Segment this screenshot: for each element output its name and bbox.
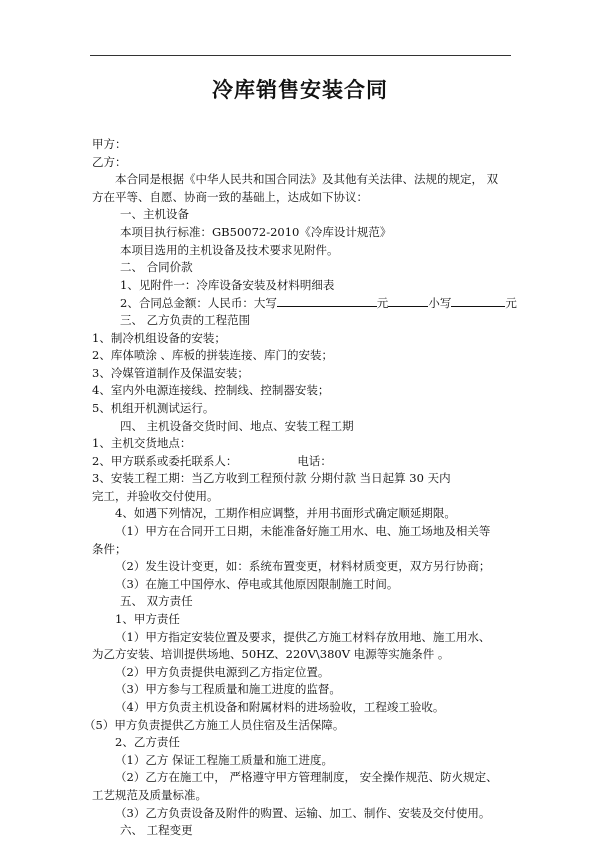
party-a-duty-1b: 为乙方安装、培训提供场地、50HZ、220V\380V 电源等实施条件 。 [92,647,450,662]
section-3-item-3: 3、冷媒管道制作及保温安装； [92,365,249,380]
section-2-heading: 二、 合同价款 [120,260,193,275]
section-4-item-1: 1、主机交货地点： [92,436,192,451]
section-3-item-2: 2、库体喷涂 、库板的拼装连接、库门的安装； [92,348,333,363]
party-a-duty-5: （5）甲方负责提供乙方施工人员住宿及生活保障。 [84,717,345,732]
section-2-item-2 [92,294,516,312]
section-3-item-4: 4、室内外电源连接线、控制线、控制器安装； [92,383,330,398]
header-rule [90,55,511,56]
party-b-duty-2b: 工艺规范及质量标准。 [92,787,207,802]
contract-body [84,136,517,840]
section-3-heading: 三、 乙方负责的工程范围 [120,312,251,327]
section-3-item-5: 5、机组开机测试运行。 [92,400,215,415]
section-1-heading: 一、主机设备 [120,207,189,222]
section-4-item-4: 4、如遇下列情况，工期作相应调整，并用书面形式确定顺延期限。 [115,506,456,521]
section-4-item-4-1a: （1）甲方在合同开工日期，未能准备好施工用水、电、施工场地及相关等 [115,524,491,539]
party-b-duty-2a: （2）乙方在施工中， 严格遵守甲方管理制度， 安全操作规范、防火规定、 [115,770,498,785]
section-3-item-1: 1、制冷机组设备的安装； [92,330,226,345]
section-6-heading: 六、 工程变更 [120,823,193,838]
contact-label: 2、甲方联系或委托联系人： [92,453,238,468]
section-4-item-3a: 3、安装工程工期：当乙方收到工程预付款 分期付款 当日起算 30 天内 [92,471,451,486]
page-title: 冷库销售安装合同 [212,78,388,102]
party-a-line: 甲方： [92,137,127,151]
amount-words-blank [277,294,377,307]
section-5-heading: 五、 双方责任 [120,594,193,609]
phone-label: 电话： [297,453,332,468]
intro-line-1: 本合同是根据《中华人民共和国合同法》及其他有关法律、法规的规定， 双 [115,172,499,187]
section-4-item-4-2: （2）发生设计变更，如：系统布置变更，材料材质变更，双方另行协商； [115,559,491,574]
amount-unit-2: 元 [505,296,517,311]
intro-line-2: 方在平等、自愿、协商一致的基础上，达成如下协议： [92,189,368,204]
party-b-duties-heading: 2、乙方责任 [115,735,180,750]
party-b-duty-1: （1）乙方 保证工程施工质量和施工进度。 [115,752,333,767]
party-a-duties-heading: 1、甲方责任 [115,612,180,627]
party-b-line: 乙方： [92,154,127,169]
section-2-item-1: 1、见附件一：冷库设备安装及材料明细表 [120,277,335,292]
party-a-duty-1a: （1）甲方指定安装位置及要求，提供乙方施工材料存放用地、施工用水、 [115,629,491,644]
amount-figures-label: 小写 [428,296,452,311]
section-1-equipment: 本项目选用的主机设备及技术要求见附件。 [120,242,339,257]
section-4-item-4-3: （3）在施工中国停水、停电或其他原因限制施工时间。 [115,576,399,591]
section-4-heading: 四、 主机设备交货时间、地点、安装工程工期 [120,418,354,433]
party-b-duty-3: （3）乙方负责设备及附件的购置、运输、加工、制作、安装及交付使用。 [115,805,491,820]
amount-figures-blank [451,294,505,307]
section-1-standard: 本项目执行标准：GB50072-2010《冷库设计规范》 [120,224,392,239]
party-a-duty-4: （4）甲方负责主机设备和附属材料的进场验收，工程竣工验收。 [115,700,445,714]
section-4-item-2 [92,453,516,471]
section-4-item-4-1b: 条件； [92,541,127,556]
amount-unit-1: 元 [376,296,389,311]
total-amount-label: 2、合同总金额：人民币：大写 [120,296,277,311]
party-a-duty-2: （2）甲方负责提供电源到乙方指定位置。 [115,664,330,679]
party-a-duty-3: （3）甲方参与工程质量和施工进度的监督。 [115,682,341,697]
spacer-blank [388,294,428,307]
section-4-item-3b: 完工，并验收交付使用。 [92,488,219,503]
